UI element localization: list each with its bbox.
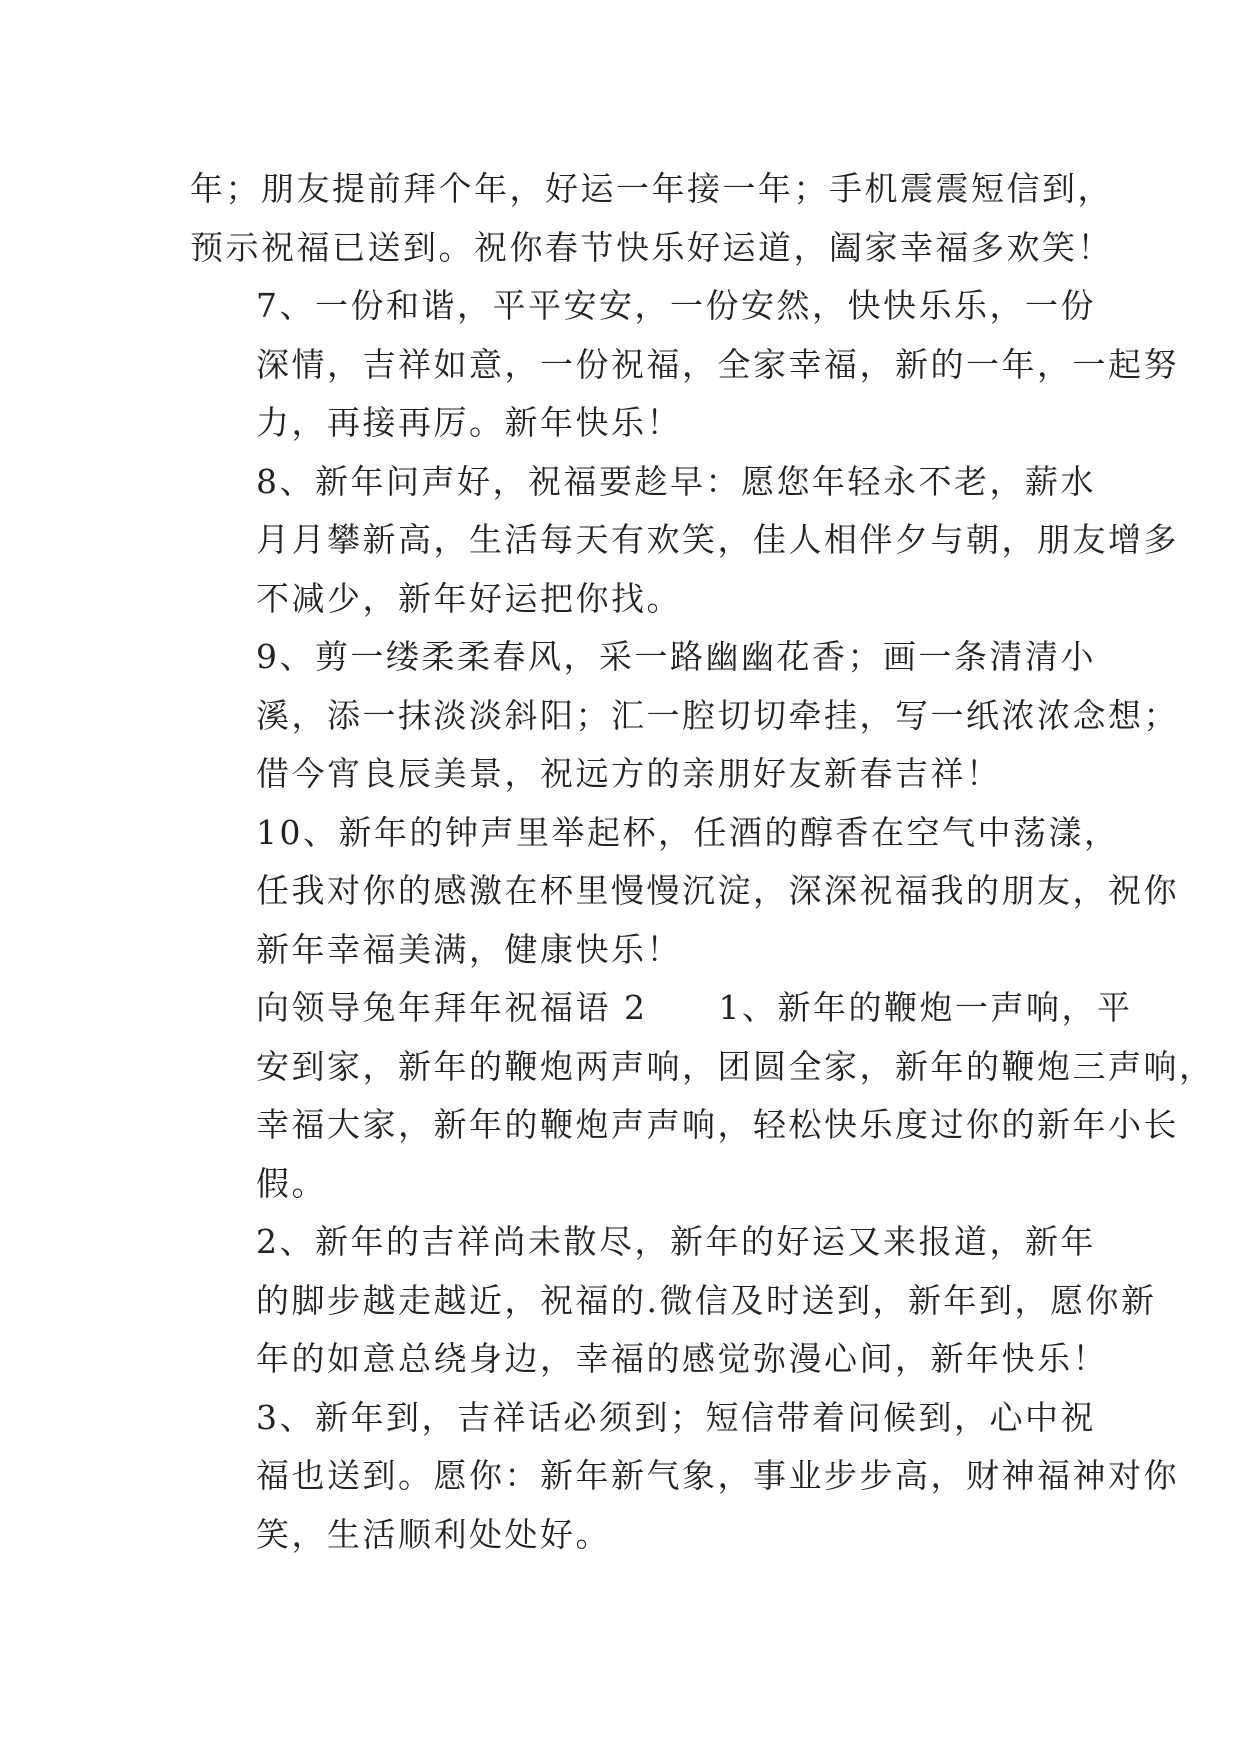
text-line: 年的如意总绕身边，幸福的感觉弥漫心间，新年快乐！ bbox=[256, 1339, 1108, 1378]
paragraph-continuation bbox=[190, 160, 1113, 277]
text-line: 10、新年的钟声里举起杯，任酒的醇香在空气中荡漾， bbox=[256, 812, 1120, 852]
paragraph-item-9 bbox=[190, 628, 1179, 804]
text-line: 7、一份和谐，平平安安，一份安然，快快乐乐，一份 bbox=[256, 286, 1096, 325]
text-line: 安到家，新年的鞭炮两声响，团圆全家，新年的鞭炮三声响， bbox=[256, 1046, 1215, 1086]
text-line: 新年幸福美满，健康快乐！ bbox=[256, 929, 682, 969]
text-line: 的脚步越走越近，祝福的.微信及时送到，新年到，愿你新 bbox=[256, 1280, 1157, 1320]
text-line: 预示祝福已送到。祝你春节快乐好运道，阖家幸福多欢笑！ bbox=[190, 227, 1113, 267]
document-body bbox=[190, 160, 1215, 1564]
text-line: 月月攀新高，生活每天有欢笑，佳人相伴夕与朝，朋友增多 bbox=[256, 520, 1179, 559]
text-line: 年；朋友提前拜个年，好运一年接一年；手机震震短信到， bbox=[190, 169, 1113, 208]
text-line: 2、新年的吉祥尚未散尽，新年的好运又来报道，新年 bbox=[256, 1222, 1096, 1261]
text-line: 笑，生活顺利处处好。 bbox=[256, 1514, 611, 1554]
text-line: 3、新年到，吉祥话必须到；短信带着问候到，心中祝 bbox=[256, 1397, 1096, 1437]
text-line: 8、新年问声好，祝福要趁早：愿您年轻永不老，薪水 bbox=[256, 461, 1096, 501]
text-line: 任我对你的感激在杯里慢慢沉淀，深深祝福我的朋友，祝你 bbox=[256, 871, 1179, 910]
text-line: 不减少，新年好运把你找。 bbox=[256, 578, 682, 618]
text-line: 力，再接再厉。新年快乐！ bbox=[256, 403, 682, 442]
text-line: 借今宵良辰美景，祝远方的亲朋好友新春吉祥！ bbox=[256, 754, 1002, 793]
text-line: 幸福大家，新年的鞭炮声声响，轻松快乐度过你的新年小长 bbox=[256, 1105, 1179, 1144]
text-line: 深情，吉祥如意，一份祝福，全家幸福，新的一年，一起努 bbox=[256, 344, 1179, 384]
paragraph-section-2-item-3 bbox=[190, 1389, 1179, 1565]
paragraph-item-10 bbox=[190, 804, 1179, 980]
text-line: 9、剪一缕柔柔春风，采一路幽幽花香；画一条清清小 bbox=[256, 637, 1096, 676]
paragraph-section-2-item-2 bbox=[190, 1213, 1157, 1389]
paragraph-item-8 bbox=[190, 453, 1179, 629]
text-line: 福也送到。愿你：新年新气象，事业步步高，财神福神对你 bbox=[256, 1456, 1179, 1495]
text-line: 溪，添一抹淡淡斜阳；汇一腔切切牵挂，写一纸浓浓念想； bbox=[256, 695, 1179, 735]
paragraph-section-2-item-1 bbox=[190, 979, 1215, 1213]
paragraph-item-7 bbox=[190, 277, 1179, 453]
text-line: 假。 bbox=[256, 1163, 327, 1203]
text-line: 向领导兔年拜年祝福语 2 1、新年的鞭炮一声响，平 bbox=[256, 988, 1133, 1027]
